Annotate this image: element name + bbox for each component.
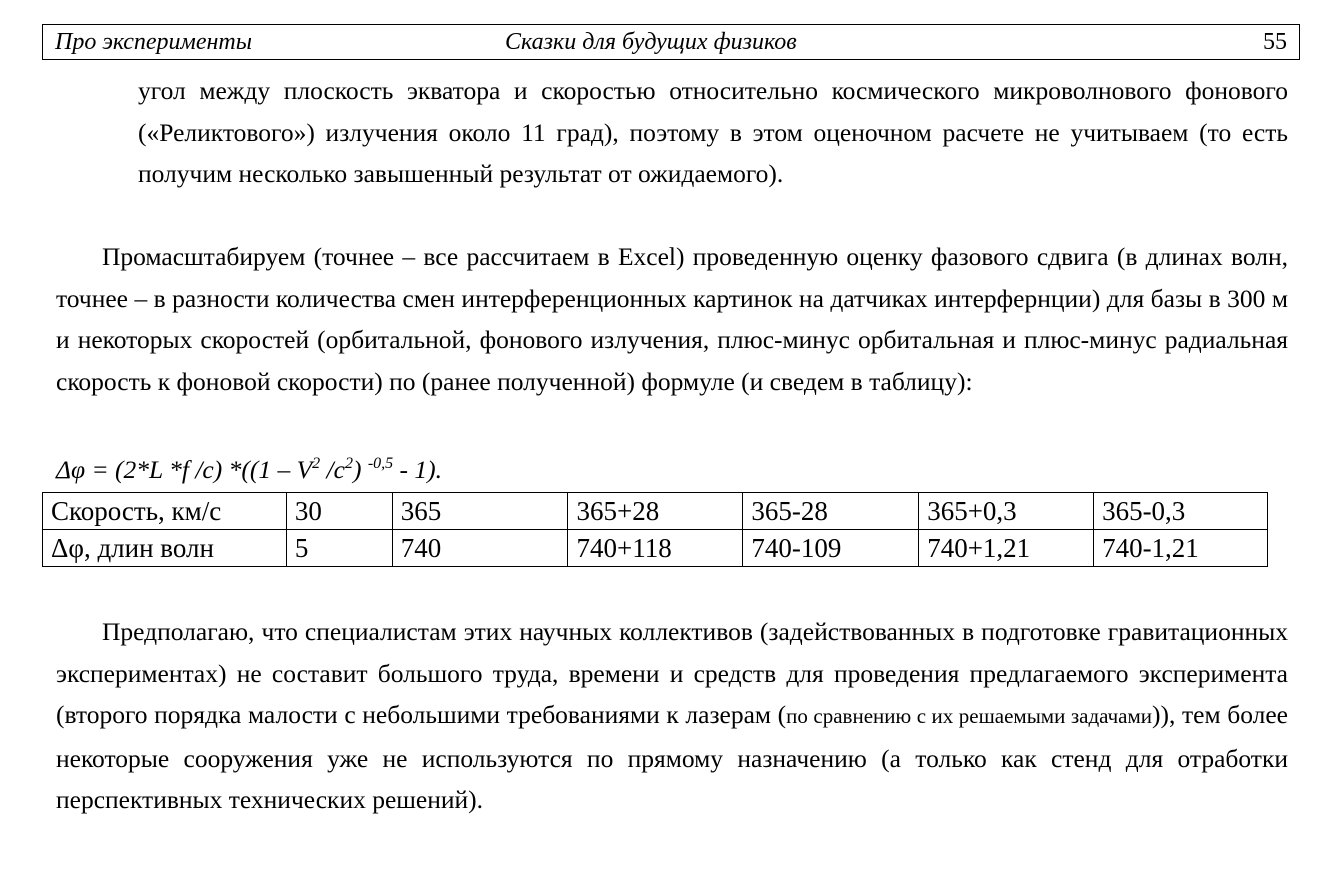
table-cell: 365+0,3 bbox=[919, 493, 1094, 530]
table-row-phase-shift bbox=[43, 530, 1268, 567]
formula-part-4: - 1). bbox=[393, 455, 443, 484]
page-number: 55 bbox=[1263, 29, 1287, 55]
proposal-small-text: по сравнению с их решаемыми задачами bbox=[786, 704, 1153, 728]
running-header bbox=[42, 24, 1300, 60]
table-cell: 740-109 bbox=[743, 530, 919, 567]
formula-part-1: Δφ = (2*L *f /c) *((1 – V bbox=[56, 455, 313, 484]
table-cell: 30 bbox=[286, 493, 392, 530]
formula-part-3: ) bbox=[352, 455, 368, 484]
paragraph-scaling-estimate: Промасштабируем (точнее – все рассчитаем в Excel) проведенную оценку фазового сдвига (в длинах волн, точнее – в разности количества смен интерференционных картинок на датчиках интерфернции) для базы в 300 м и некоторых скоростей (орбитальной, фонового излучения, плюс-минус орбитальная и плюс-минус радиальная скорость к фоновой скорости) по (ранее полученной) формуле (и сведем в таблицу): bbox=[56, 242, 1288, 396]
proposal-text-end: )), тем более некоторые сооружения уже не используются по прямому назначению (а только как стенд для отработки перспективных технических решений). bbox=[56, 700, 1289, 814]
table-cell: 740+118 bbox=[568, 530, 743, 567]
formula-exponent-v: 2 bbox=[312, 455, 321, 472]
header-section-title: Про эксперименты bbox=[55, 29, 252, 55]
velocity-phase-table bbox=[42, 492, 1268, 567]
formula-exponent-power: -0,5 bbox=[367, 455, 394, 472]
table-cell: 740-1,21 bbox=[1094, 530, 1268, 567]
table-cell: 365-28 bbox=[743, 493, 919, 530]
table-cell: 740 bbox=[392, 530, 568, 567]
paragraph-proposal bbox=[56, 611, 1288, 821]
formula-part-2: /c bbox=[320, 455, 345, 484]
table-row-velocity bbox=[43, 493, 1268, 530]
proposal-text-start: Предполагаю, что специалистам этих научных коллективов (задействованных в подготовке гравитационных экспериментах) не составит большого труда, времени и средств для проведения предлагаемого эксперимента (второго порядка малости с небольшими требованиями к лазерам ( bbox=[56, 617, 1288, 729]
phase-shift-formula bbox=[56, 450, 442, 490]
formula-exponent-c: 2 bbox=[344, 455, 353, 472]
paragraph-continuation: угол между плоскость экватора и скоростью относительно космического микроволнового фонового («Реликтового») излучения около 11 град), поэтому в этом оценочном расчете не учитываем (то есть получим несколько завышенный результат от ожидаемого). bbox=[138, 76, 1288, 188]
table-row-label: Скорость, км/с bbox=[43, 493, 287, 530]
table-cell: 365-0,3 bbox=[1094, 493, 1268, 530]
table-row-label: Δφ, длин волн bbox=[43, 530, 287, 567]
table-cell: 740+1,21 bbox=[919, 530, 1094, 567]
table-cell: 365+28 bbox=[568, 493, 743, 530]
header-book-title: Сказки для будущих физиков bbox=[505, 29, 797, 55]
table-cell: 365 bbox=[392, 493, 568, 530]
table-cell: 5 bbox=[286, 530, 392, 567]
